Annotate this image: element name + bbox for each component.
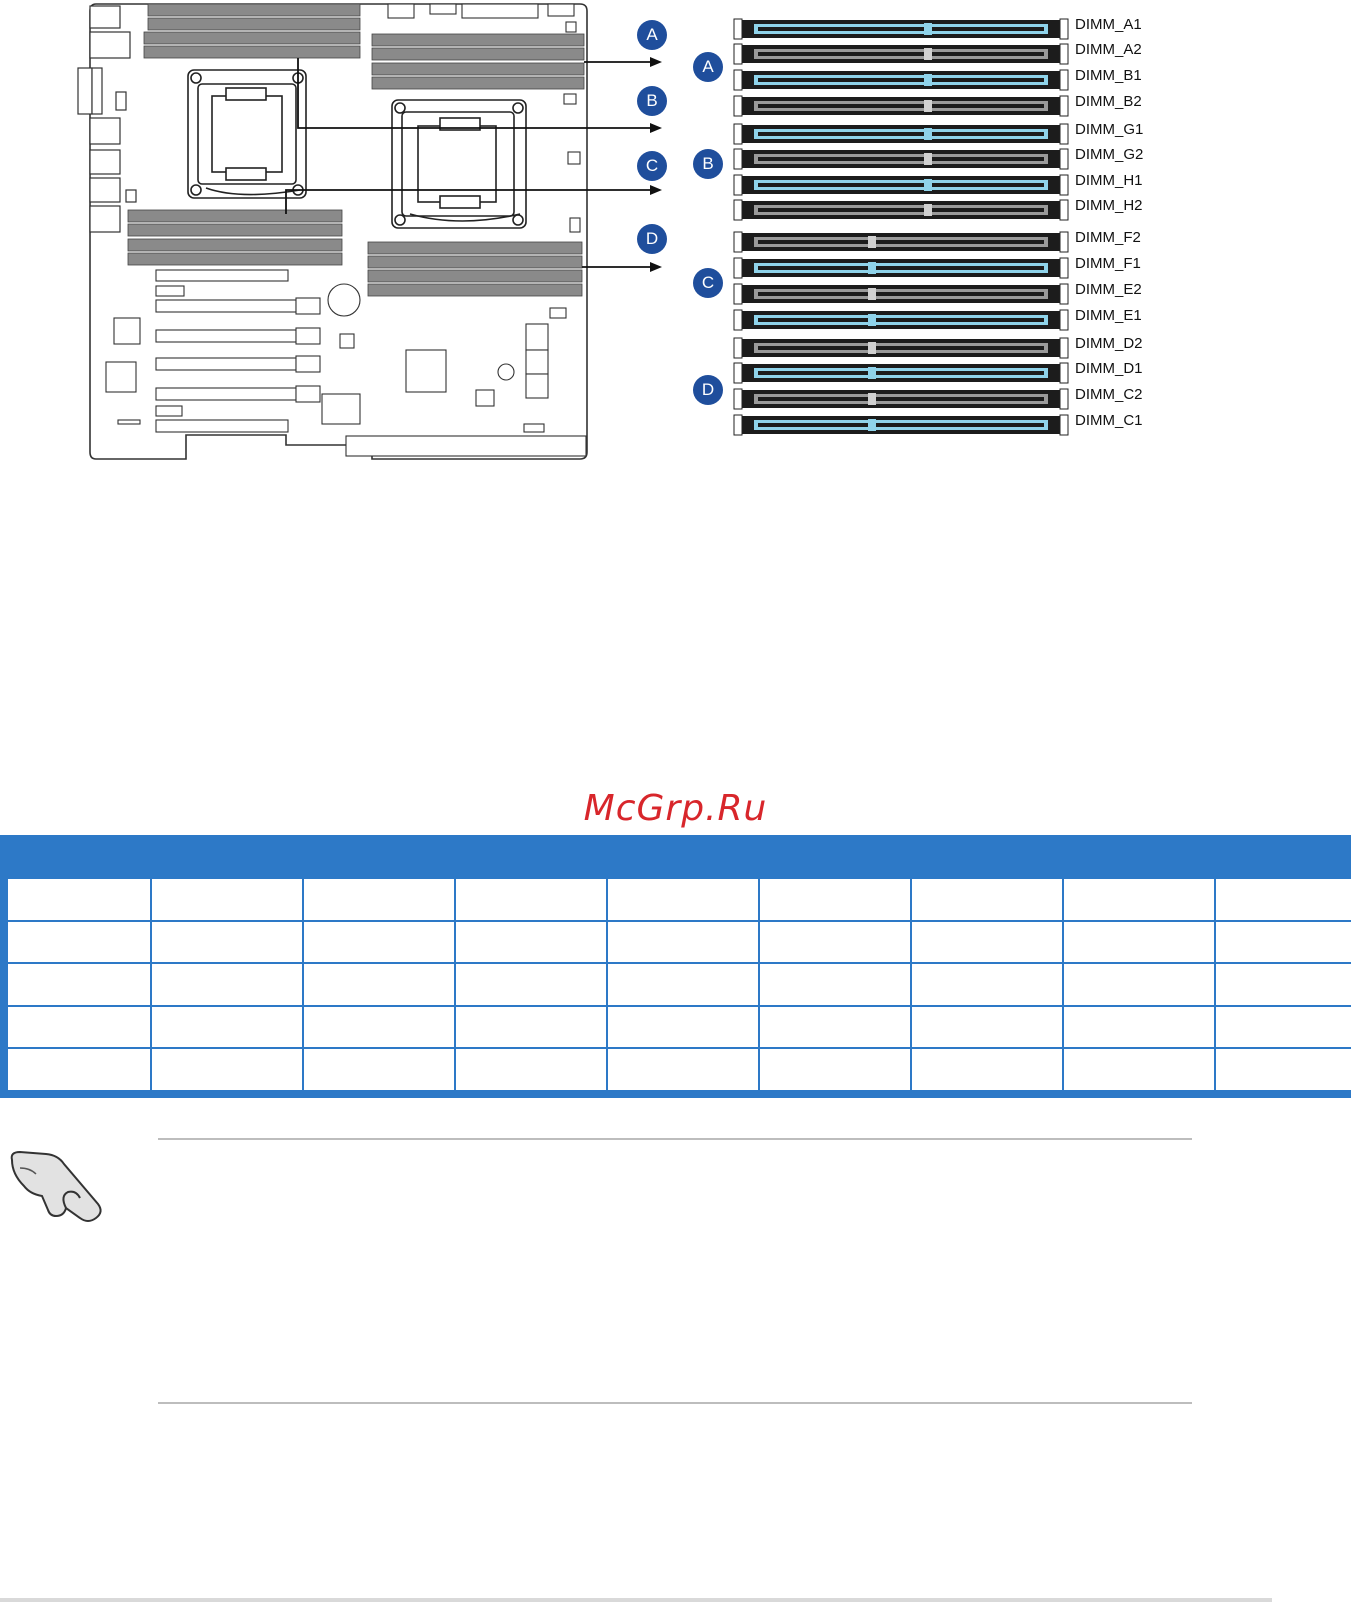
table-row (7, 1048, 1351, 1091)
dimm-label-h2: DIMM_H2 (1075, 197, 1143, 214)
note-rule-bottom (158, 1402, 1192, 1404)
motherboard-diagram (0, 0, 1351, 480)
table-cell (1063, 1006, 1215, 1049)
dimm-slot-dimm-a2 (734, 44, 1068, 64)
dimm-slot-dimm-c2 (734, 389, 1068, 409)
table-cell (911, 963, 1063, 1006)
dimm-label-b1: DIMM_B1 (1075, 67, 1142, 84)
table-cell (607, 921, 759, 964)
table-cell (911, 1048, 1063, 1091)
dimm-label-a1: DIMM_A1 (1075, 16, 1142, 33)
table-cell (607, 963, 759, 1006)
group-badge-d: D (693, 375, 723, 405)
table-cell (607, 878, 759, 921)
dimm-slot-dimm-f1 (734, 258, 1068, 278)
board-badge-a: A (637, 20, 667, 50)
table-cell (7, 1006, 151, 1049)
table-cell (151, 1048, 303, 1091)
table-cell (7, 878, 151, 921)
dimm-label-e1: DIMM_E1 (1075, 307, 1142, 324)
table-cell (151, 921, 303, 964)
table-row (7, 921, 1351, 964)
table-cell (607, 1048, 759, 1091)
table-cell (303, 878, 455, 921)
table-cell (455, 1048, 607, 1091)
table-cell (7, 1048, 151, 1091)
dimm-label-d2: DIMM_D2 (1075, 335, 1143, 352)
table-cell (455, 963, 607, 1006)
dimm-slot-dimm-d2 (734, 338, 1068, 358)
table-cell (1215, 921, 1351, 964)
caution-hand-icon (6, 1138, 106, 1226)
dimm-slot-dimm-h2 (734, 200, 1068, 220)
dimm-slot-dimm-c1 (734, 415, 1068, 435)
dimm-label-d1: DIMM_D1 (1075, 360, 1143, 377)
board-badge-b: B (637, 86, 667, 116)
table-cell (759, 921, 911, 964)
table-cell (1215, 1006, 1351, 1049)
memory-config-table (0, 835, 1351, 1098)
table-cell (455, 878, 607, 921)
board-badge-d: D (637, 224, 667, 254)
dimm-label-g1: DIMM_G1 (1075, 121, 1144, 138)
table-cell (759, 963, 911, 1006)
dimm-label-f2: DIMM_F2 (1075, 229, 1141, 246)
table-cell (759, 878, 911, 921)
dimm-label-e2: DIMM_E2 (1075, 281, 1142, 298)
table-grid (6, 877, 1351, 1092)
dimm-slot-dimm-d1 (734, 363, 1068, 383)
dimm-label-h1: DIMM_H1 (1075, 172, 1143, 189)
table-cell (303, 963, 455, 1006)
table-row (7, 1006, 1351, 1049)
dimm-label-f1: DIMM_F1 (1075, 255, 1141, 272)
table-cell (1063, 921, 1215, 964)
table-cell (911, 878, 1063, 921)
group-badge-c: C (693, 268, 723, 298)
dimm-slot-dimm-b1 (734, 70, 1068, 90)
table-cell (1063, 1048, 1215, 1091)
table-cell (303, 1048, 455, 1091)
note-rule-top (158, 1138, 1192, 1140)
table-row (7, 878, 1351, 921)
dimm-label-b2: DIMM_B2 (1075, 93, 1142, 110)
dimm-slot-dimm-f2 (734, 232, 1068, 252)
table-cell (151, 878, 303, 921)
dimm-slot-dimm-h1 (734, 175, 1068, 195)
group-badge-b: B (693, 149, 723, 179)
table-cell (1215, 963, 1351, 1006)
table-cell (911, 921, 1063, 964)
table-cell (151, 963, 303, 1006)
dimm-slot-details (734, 19, 1068, 435)
table-cell (7, 921, 151, 964)
table-cell (303, 1006, 455, 1049)
dimm-slot-dimm-g2 (734, 149, 1068, 169)
table-cell (759, 1048, 911, 1091)
table-cell (1063, 878, 1215, 921)
dimm-slot-dimm-g1 (734, 124, 1068, 144)
dimm-label-c1: DIMM_C1 (1075, 412, 1143, 429)
table-cell (7, 963, 151, 1006)
table-cell (455, 1006, 607, 1049)
table-cell (759, 1006, 911, 1049)
table-cell (303, 921, 455, 964)
page-footer-bar (0, 1598, 1272, 1602)
table-cell (455, 921, 607, 964)
table-cell (151, 1006, 303, 1049)
dimm-label-c2: DIMM_C2 (1075, 386, 1143, 403)
dimm-label-a2: DIMM_A2 (1075, 41, 1142, 58)
table-row (7, 963, 1351, 1006)
group-badge-a: A (693, 52, 723, 82)
dimm-slot-dimm-a1 (734, 19, 1068, 39)
watermark: McGrp.Ru (583, 788, 768, 829)
table-cell (1063, 963, 1215, 1006)
table-cell (1215, 1048, 1351, 1091)
dimm-slot-dimm-b2 (734, 96, 1068, 116)
dimm-slot-dimm-e2 (734, 284, 1068, 304)
board-badge-c: C (637, 151, 667, 181)
table-cell (607, 1006, 759, 1049)
table-cell (1215, 878, 1351, 921)
dimm-label-g2: DIMM_G2 (1075, 146, 1144, 163)
dimm-slot-dimm-e1 (734, 310, 1068, 330)
table-cell (911, 1006, 1063, 1049)
